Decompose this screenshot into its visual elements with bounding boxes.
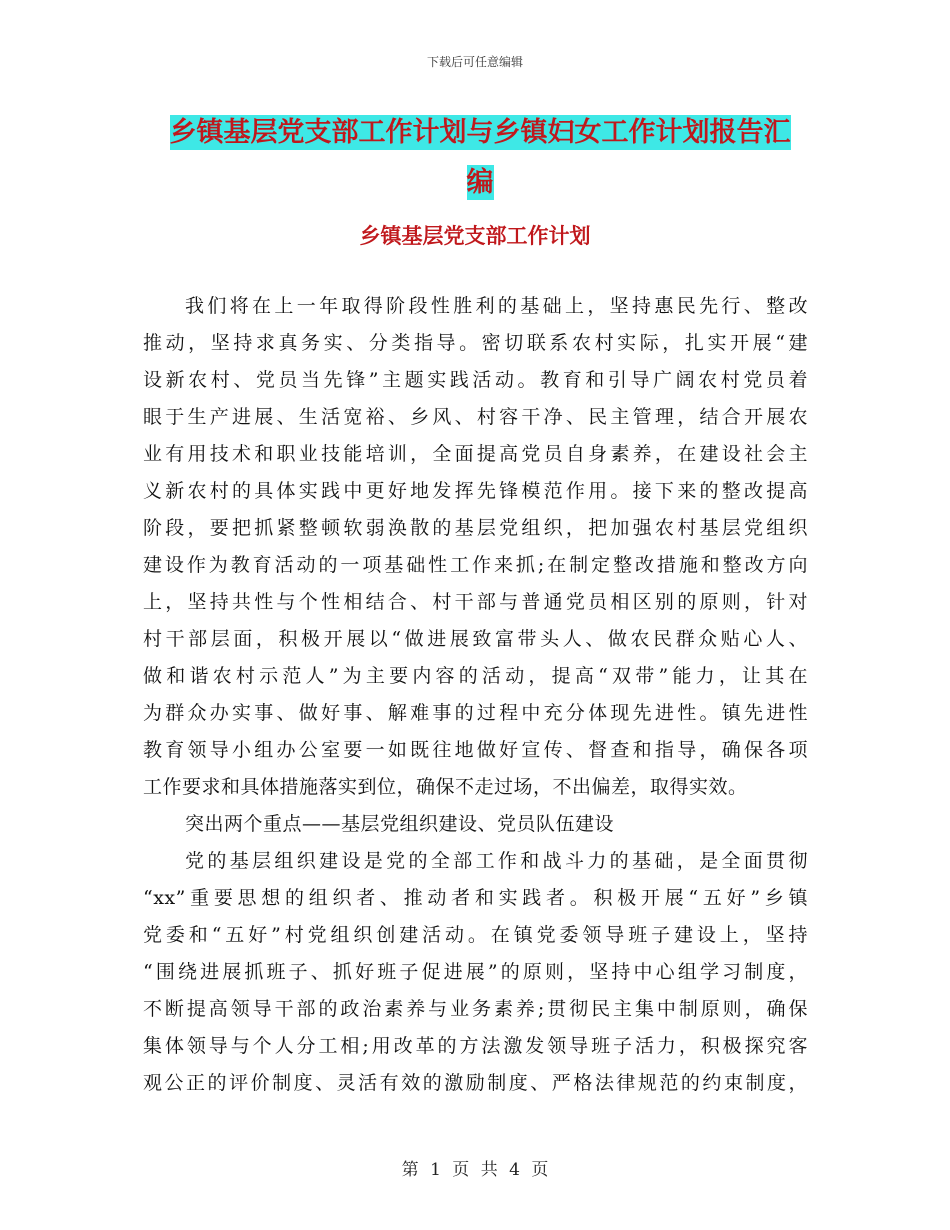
page-footer: 第 1 页 共 4 页 — [401, 1160, 549, 1180]
paragraph-line: 做和谐农村示范人”为主要内容的活动，提高“双带”能力，让其在 — [143, 665, 808, 687]
subheading-line: 突出两个重点——基层党组织建设、党员队伍建设 — [185, 813, 615, 835]
paragraph-line: “围绕进展抓班子、抓好班子促进展”的原则，坚持中心组学习制度， — [143, 961, 808, 983]
paragraph-line: 阶段，要把抓紧整顿软弱涣散的基层党组织，把加强农村基层党组织 — [143, 517, 808, 539]
header-note: 下载后可任意编辑 — [426, 55, 523, 69]
paragraph-line: 村干部层面，积极开展以“做进展致富带头人、做农民群众贴心人、 — [143, 628, 808, 650]
document-title-line-2: 编 — [466, 167, 494, 198]
paragraph-line: “xx”重要思想的组织者、推动者和实践者。积极开展“五好”乡镇 — [143, 887, 808, 909]
section-title: 乡镇基层党支部工作计划 — [359, 224, 591, 248]
paragraph-line: 观公正的评价制度、灵活有效的激励制度、严格法律规范的约束制度， — [143, 1072, 808, 1094]
paragraph-line: 眼于生产进展、生活宽裕、乡风、村容干净、民主管理，结合开展农 — [143, 406, 808, 428]
paragraph-line: 党的基层组织建设是党的全部工作和战斗力的基础，是全面贯彻 — [185, 850, 808, 872]
paragraph-line: 建设作为教育活动的一项基础性工作来抓;在制定整改措施和整改方向 — [143, 554, 808, 576]
document-title — [140, 108, 820, 208]
paragraph-line: 集体领导与个人分工相;用改革的方法激发领导班子活力，积极探究客 — [143, 1035, 808, 1057]
paragraph-line: 上，坚持共性与个性相结合、村干部与普通党员相区别的原则，针对 — [143, 591, 808, 613]
paragraph-line: 设新农村、党员当先锋”主题实践活动。教育和引导广阔农村党员着 — [143, 369, 808, 391]
body-text — [143, 288, 808, 1102]
paragraph-line: 党委和“五好”村党组织创建活动。在镇党委领导班子建设上，坚持 — [143, 924, 808, 946]
document-title-line-1: 乡镇基层党支部工作计划与乡镇妇女工作计划报告汇 — [169, 117, 791, 148]
paragraph-line: 教育领导小组办公室要一如既往地做好宣传、督查和指导，确保各项 — [143, 739, 808, 761]
paragraph-line: 业有用技术和职业技能培训，全面提高党员自身素养，在建设社会主 — [143, 443, 808, 465]
paragraph-line: 我们将在上一年取得阶段性胜利的基础上，坚持惠民先行、整改 — [185, 295, 808, 317]
paragraph-line: 为群众办实事、做好事、解难事的过程中充分体现先进性。镇先进性 — [143, 702, 808, 724]
paragraph-line: 不断提高领导干部的政治素养与业务素养;贯彻民主集中制原则，确保 — [143, 998, 808, 1020]
paragraph-line: 推动，坚持求真务实、分类指导。密切联系农村实际，扎实开展“建 — [143, 332, 808, 354]
paragraph-line: 义新农村的具体实践中更好地发挥先锋模范作用。接下来的整改提高 — [143, 480, 808, 502]
paragraph-line: 工作要求和具体措施落实到位，确保不走过场，不出偏差，取得实效。 — [143, 776, 748, 798]
